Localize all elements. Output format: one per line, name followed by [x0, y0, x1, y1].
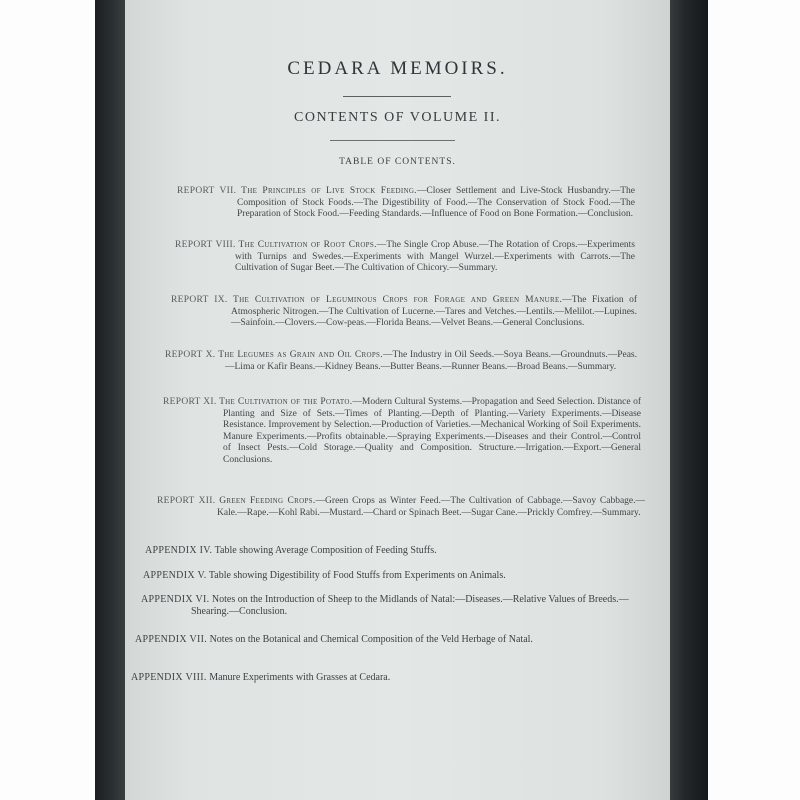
page-title: CEDARA MEMOIRS.: [287, 58, 508, 79]
appendix-label: APPENDIX VII.: [135, 634, 208, 645]
appendix-label: APPENDIX IV.: [145, 545, 213, 556]
appendix-entry-vii: [135, 634, 670, 646]
report-text: —Closer Settlement and Live-Stock Husbandry.—The Composition of Stock Foods.—The Digestibility of Food.—The Conservation of Stock Food.—The Preparation of Stock Food.—Feeding Standards.—Influence of Food on Bone Formation.—Conclusion.: [237, 186, 635, 220]
report-title: The Cultivation of the Potato.: [219, 397, 353, 407]
subtitle-rule: [330, 140, 455, 141]
appendix-entry-vi: [141, 594, 661, 618]
report-label: REPORT IX.: [171, 295, 228, 305]
title-rule: [343, 96, 451, 97]
book-edge-left: [95, 0, 125, 800]
appendix-text: Table showing Digestibility of Food Stuffs from Experiments on Animals.: [208, 570, 506, 581]
report-label: REPORT X.: [165, 350, 216, 360]
appendix-text: Manure Experiments with Grasses at Cedara.: [209, 672, 391, 683]
report-text: —The Single Crop Abuse.—The Rotation of Crops.—Experiments with Turnips and Swedes.—Experiments with Mangel Wurzel.—Experiments with Carrots.—The Cultivation of Sugar Beet.—The Cultivation of Chicory.—Summary.: [235, 240, 636, 274]
report-label: REPORT XII.: [157, 496, 216, 506]
appendix-label: APPENDIX VI.: [141, 594, 210, 605]
appendix-entry-v: [143, 570, 648, 582]
appendix-text: Notes on the Botanical and Chemical Composition of the Veld Herbage of Natal.: [209, 634, 533, 645]
book-page: [125, 0, 670, 800]
report-title: The Legumes as Grain and Oil Crops.: [218, 350, 383, 360]
report-title: The Cultivation of Leguminous Crops for Forage and Green Manure.: [233, 295, 563, 305]
report-entry-ix: [171, 295, 637, 330]
report-title: Green Feeding Crops.: [219, 496, 316, 506]
report-text: —Modern Cultural Systems.—Propagation and Seed Selection. Distance of Planting and Size of Sets.—Times of Planting.—Depth of Planting.—Variety Experiments.—Disease Resistance. Improvement by Selection.—Production of Varieties.—Mechanical Working of Soil Experiments. Manure Experiments.—Profits obtainable.—Spraying Experiments.—Diseases and their Control.—Control of Insect Pests.—Cold Storage.—Quality and Composition. Structure.—Irrigation.—Export.—General Conclusions.: [223, 397, 642, 465]
appendix-text: Notes on the Introduction of Sheep to the Midlands of Natal:—Diseases.—Relative Values of Breeds.—Shearing.—Conclusion.: [191, 594, 629, 617]
report-label: REPORT VIII.: [175, 240, 236, 250]
appendix-label: APPENDIX VIII.: [131, 672, 207, 683]
report-title: The Principles of Live Stock Feeding.: [241, 186, 417, 196]
report-label: REPORT VII.: [177, 186, 237, 196]
report-text: —The Industry in Oil Seeds.—Soya Beans.—Groundnuts.—Peas.—Lima or Kafir Beans.—Kidney Beans.—Butter Beans.—Runner Beans.—Broad Beans.—Summary.: [225, 350, 637, 372]
book-edge-right: [668, 0, 708, 800]
appendix-entry-viii: [131, 672, 661, 684]
report-label: REPORT XI.: [163, 397, 217, 407]
appendix-text: Table showing Average Composition of Feeding Stuffs.: [214, 545, 437, 556]
appendix-entry-iv: [145, 545, 645, 557]
report-entry-vii: [177, 186, 635, 221]
toc-heading: TABLE OF CONTENTS.: [339, 157, 456, 167]
report-entry-xi: [163, 397, 642, 467]
page-subtitle: CONTENTS OF VOLUME II.: [294, 110, 501, 125]
report-entry-x: [165, 350, 637, 373]
report-entry-viii: [175, 240, 636, 275]
report-text: —Green Crops as Winter Feed.—The Cultivation of Cabbage.—Savoy Cabbage.—Kale.—Rape.—Kohl Rabi.—Mustard.—Chard or Spinach Beet.—Sugar Cane.—Prickly Comfrey.—Summary.: [217, 496, 646, 518]
appendix-label: APPENDIX V.: [143, 570, 207, 581]
report-text: —The Fixation of Atmospheric Nitrogen.—The Cultivation of Lucerne.—Tares and Vetches.—Lentils.—Melilot.—Lupines.—Sainfoin.—Clovers.—Cow-peas.—Florida Beans.—Velvet Beans.—General Conclusions.: [231, 295, 637, 329]
report-entry-xii: [157, 496, 646, 519]
report-title: The Cultivation of Root Crops.: [238, 240, 377, 250]
